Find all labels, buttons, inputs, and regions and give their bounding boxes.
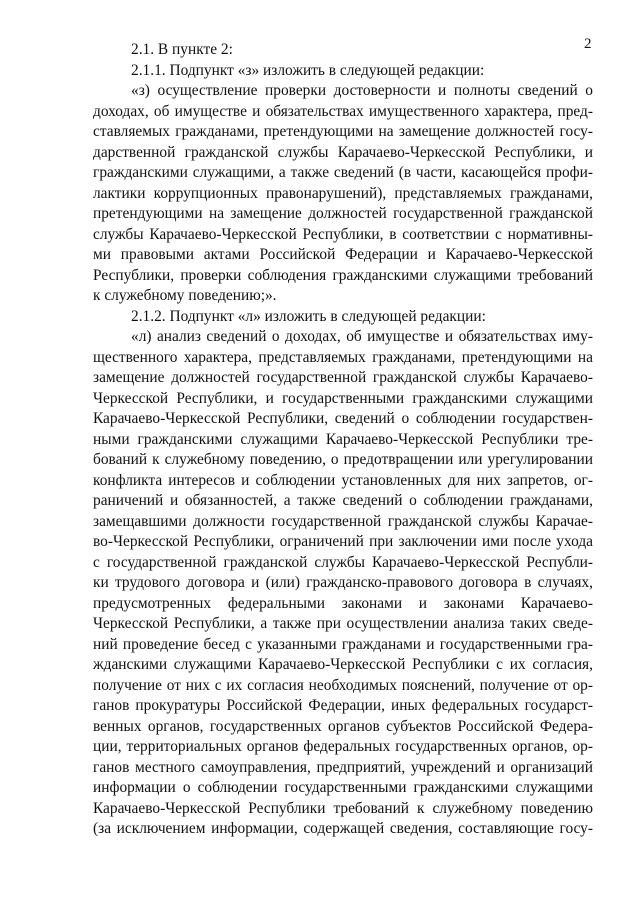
text-line: 2.1.2. Подпункт «л» изложить в следующей редакции:: [131, 307, 486, 325]
text-line: венных органов, государственных органов субъектов Российской Федера-: [93, 717, 593, 735]
text-line: жданскими служащими Карачаево-Черкесской Республики с их согласия,: [93, 656, 593, 673]
text-line: ми правовыми актами Российской Федерации и Карачаево-Черкесской: [93, 246, 593, 263]
text-line: «л) анализ сведений о доходах, об имуществе и обязательствах иму-: [131, 328, 593, 345]
text-line: Республики, проверки соблюдения гражданскими служащими требований: [93, 266, 593, 284]
text-line: ганов прокуратуры Российской Федерации, иных федеральных государст-: [93, 697, 593, 714]
text-line: бований к служебному поведению, о предотвращении или урегулировании: [93, 451, 593, 468]
text-line: во-Черкесской Республики, ограничений при заключении ими после ухода: [93, 533, 593, 550]
text-line: ганов местного самоуправления, предприятий, учреждений и организаций: [93, 758, 593, 776]
text-line: конфликта интересов и соблюдении установленных для них запретов, ог-: [93, 471, 593, 489]
text-line: получение от них с их согласия необходимых пояснений, получение от ор-: [93, 676, 593, 694]
text-line: лактики коррупционных правонарушений), представляемых гражданами,: [93, 184, 593, 202]
text-line: дарственной гражданской службы Карачаево-Черкесской Республики, и: [93, 143, 593, 161]
text-line: предусмотренных федеральными законами и законами Карачаево-: [93, 594, 593, 612]
text-line: раничений и обязанностей, а также сведений о соблюдении гражданами,: [93, 492, 593, 509]
text-line: «з) осуществление проверки достоверности и полноты сведений о: [131, 82, 593, 99]
text-line: замещение должностей государственной гражданской службы Карачаево-: [93, 369, 593, 386]
text-line: замещавшими должности государственной гражданской службы Карачае-: [93, 512, 593, 530]
text-line: доходах, об имуществе и обязательствах имущественного характера, пред-: [93, 102, 593, 120]
text-line: службы Карачаево-Черкесской Республики, в соответствии с нормативны-: [93, 225, 593, 243]
text-line: к служебному поведению;».: [93, 287, 277, 304]
text-line: с государственной гражданской службы Карачаево-Черкесской Республи-: [93, 553, 593, 571]
text-line: ки трудового договора и (или) гражданско-правового договора в случаях,: [93, 574, 593, 591]
text-line: ции, территориальных органов федеральных государственных органов, ор-: [93, 738, 593, 755]
text-line: ставляемых гражданами, претендующими на замещение должностей госу-: [93, 123, 593, 140]
text-line: ными гражданскими служащими Карачаево-Черкесской Республики тре-: [93, 430, 593, 448]
text-line: Карачаево-Черкесской Республики, сведений о соблюдении государствен-: [93, 410, 593, 427]
text-line: гражданскими служащими, а также сведений (в части, касающейся профи-: [93, 164, 593, 181]
page-number: 2: [584, 36, 592, 52]
text-line: ний проведение бесед с указанными гражданами и государственными гра-: [93, 635, 593, 653]
text-line: Черкесской Республики, и государственными гражданскими служащими: [93, 389, 593, 407]
text-line: щественного характера, представляемых гражданами, претендующими на: [93, 348, 593, 366]
text-line: Черкесской Республики, а также при осуществлении анализа таких сведе-: [93, 615, 593, 632]
text-line: 2.1.1. Подпункт «з» изложить в следующей редакции:: [131, 61, 485, 79]
text-line: (за исключением информации, содержащей сведения, составляющие госу-: [93, 820, 593, 837]
text-line: претендующими на замещение должностей государственной гражданской: [93, 205, 593, 222]
text-line: информации о соблюдении государственными гражданскими служащими: [93, 779, 593, 796]
text-line: 2.1. В пункте 2:: [131, 41, 233, 58]
document-body: [93, 40, 593, 840]
text-line: Карачаево-Черкесской Республики требований к служебному поведению: [93, 799, 593, 817]
